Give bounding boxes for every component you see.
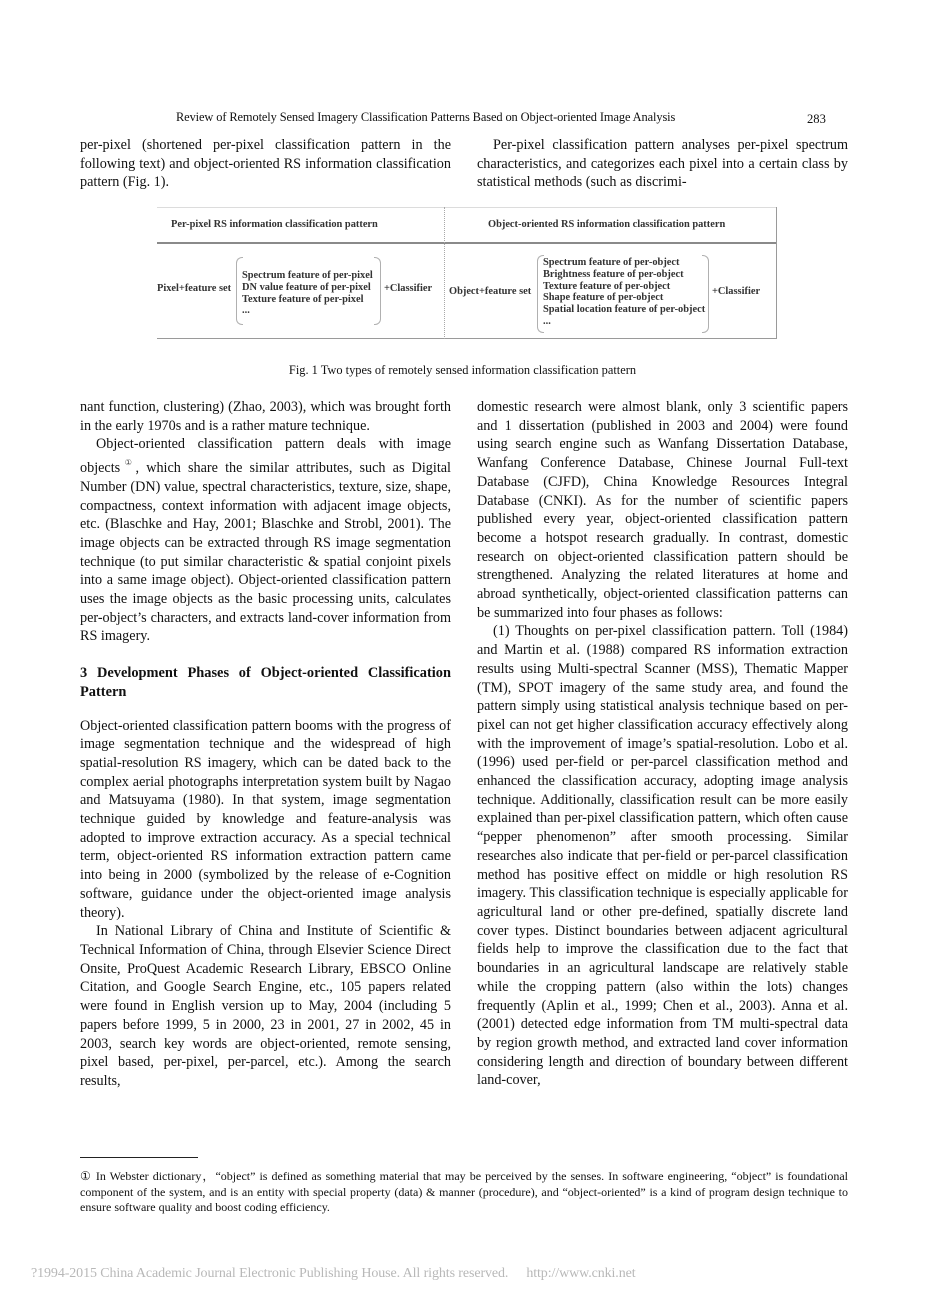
figure-header-object-oriented: Object-oriented RS information classification pattern	[488, 219, 726, 230]
section-heading: 3 Development Phases of Object-oriented Classification Pattern	[80, 665, 451, 700]
footnote-rule	[80, 1157, 198, 1158]
paragraph-text: , which share the similar attributes, such as Digital Number (DN) value, spectral characteristics, texture, size, shape, compactness, context information with adjacent image objects, etc. (Blaschke and Hay, 2001; Blaschke and Strobl, 2001). The image objects can be extracted through RS image segmentation technique (to put similar characteristic & spatial conjoint pixels into a same image object). Object-oriented classification pattern uses the image objects as the basic processing units, calculates per-object’s characters, and extracts land-cover information from RS imagery.	[80, 460, 452, 645]
feature-item: Texture feature of per-object	[543, 280, 671, 292]
close-brace-icon	[374, 257, 381, 325]
feature-item: Spatial location feature of per-object	[543, 304, 706, 316]
close-brace-icon	[702, 255, 709, 333]
right-column	[477, 398, 848, 1090]
paragraph: In National Library of China and Institute of Scientific & Technical Information of China, through Elsevier Science Direct Onsite, ProQuest Academic Research Library, EBSCO Online Citation, and Google Search Engine, etc., 105 papers related were found in English version up to May, 2004 (including 5 papers before 1999, 5 in 2000, 23 in 2001, 27 in 2002, 45 in 2003, search key words are object-oriented, remote sensing, pixel based, per-pixel, per-parcel, etc.). Among the search results,	[80, 923, 451, 1089]
figure-caption: Fig. 1 Two types of remotely sensed information classification pattern	[288, 363, 637, 377]
paragraph	[80, 435, 451, 646]
figure-right-border	[776, 207, 777, 339]
classifier-label: +Classifier	[712, 286, 761, 297]
feature-item: ...	[242, 305, 250, 317]
paragraph: domestic research were almost blank, only 3 scientific papers and 1 dissertation (published in 2003 and 2004) were found using search engine such as Wanfang Dissertation Database, Wanfang Conference Database, Chinese Journal Full-text Database (CJFD), China Knowledge Resources Integral Database (CNKI). As for the number of scientific papers published every year, object-oriented classification pattern become a hotspot research gradually. In contrast, domestic research on object-oriented classification pattern should be strengthened. Analyzing the related literatures at home and abroad synthetically, object-oriented classification patterns can be summarized into four phases as follows:	[477, 399, 848, 621]
paragraph: Per-pixel classification pattern analyses per-pixel spectrum characteristics, and categorizes each pixel into a certain class by statistical methods (such as discrimi-	[477, 137, 848, 191]
paragraph: nant function, clustering) (Zhao, 2003), which was brought forth in the early 1970s and is a rather mature technique.	[80, 399, 451, 434]
feature-item: ...	[543, 315, 551, 327]
feature-item: Spectrum feature of per-object	[543, 257, 680, 268]
footnote-text: ① In Webster dictionary，“object” is defined as something material that may be perceived by the senses. In software engineering, “object” is foundational component of the system, and is an entity with special property (data) & manner (procedure), and “object-oriented” is a kind of program design technique to ensure software quality and boost coding efficiency.	[80, 1169, 848, 1215]
figure-column-divider	[444, 207, 445, 339]
cnki-link[interactable]: http://www.cnki.net	[526, 1266, 636, 1281]
figure-1	[157, 207, 777, 339]
figure-top-rule	[157, 207, 777, 208]
feature-item: Texture feature of per-pixel	[242, 293, 364, 305]
feature-item: Spectrum feature of per-pixel	[242, 270, 373, 281]
footnote	[80, 1169, 848, 1216]
left-column	[80, 398, 451, 1091]
object-feature-set-label: Object+feature set	[449, 286, 532, 297]
figure-header-per-pixel: Per-pixel RS information classification pattern	[171, 219, 378, 230]
figure-bottom-rule	[157, 338, 777, 339]
right-column-top	[477, 136, 848, 192]
copyright-text: ?1994-2015 China Academic Journal Electronic Publishing House. All rights reserved.	[31, 1266, 509, 1281]
per-pixel-feature-list	[242, 270, 373, 317]
per-object-feature-list	[543, 257, 705, 328]
page-number: 283	[807, 112, 826, 126]
figure-header-rule	[157, 242, 777, 244]
copyright-notice	[31, 1266, 636, 1282]
feature-item: Brightness feature of per-object	[543, 268, 684, 280]
classifier-label: +Classifier	[384, 283, 433, 294]
pixel-feature-set-label: Pixel+feature set	[157, 283, 232, 294]
feature-item: Shape feature of per-object	[543, 292, 664, 304]
left-column-top	[80, 136, 451, 192]
footnote-marker[interactable]: ①	[121, 458, 136, 468]
paragraph: per-pixel (shortened per-pixel classification pattern in the following text) and object-oriented RS information classification pattern (Fig. 1).	[80, 137, 451, 191]
running-head-title: Review of Remotely Sensed Imagery Classification Patterns Based on Object-oriented Image Analysis	[176, 110, 676, 124]
paragraph: Object-oriented classification pattern booms with the progress of image segmentation technique and the widespread of high spatial-resolution RS imagery, which can be dated back to the complex aerial photographs interpretation system built by Nagao and Matsuyama (1980). In that system, image segmentation technique guided by knowledge and feature-analysis was adopted to improve extraction accuracy. As a special technical term, object-oriented RS information extraction pattern came into being in 2000 (symbolized by the release of e-Cognition software, guidance under the object-oriented image analysis theory).	[80, 717, 451, 921]
feature-item: DN value feature of per-pixel	[242, 281, 371, 293]
paragraph-text: Object-oriented classification pattern deals with image objects	[80, 436, 451, 477]
paragraph: (1) Thoughts on per-pixel classification pattern. Toll (1984) and Martin et al. (1988) compared RS information extraction results using Multi-spectral Scanner (MSS), Thematic Mapper (TM), SPOT imagery of the same study area, and found the pattern simply using statistical analysis technique based on per-pixel can not get higher classification accuracy effectively along with the improvement of image’s spatial-resolution. Lobo et al. (1996) used per-field or per-parcel classification method and enhanced the classification accuracy, adopting image analysis technique. Additionally, classification result can be more easily explained than per-pixel classification pattern, which often cause “pepper phenomenon” after smooth processing. Similar researches also indicate that per-field or per-parcel classification method has positive effect on middle or high resolution RS imagery. This classification technique is especially applicable for agricultural land or other pre-defined, spatially discrete land cover types. Distinct boundaries between adjacent agricultural fields help to improve the classification due to the fact that boundaries in an agricultural landscape are relatively stable while the cropping pattern (also within the lots) changes frequently (Aplin et al., 1999; Chen et al., 2003). Anna et al. (2001) detected edge information from TM multi-spectral data by region growth method, and extracted land cover information considering length and direction of boundary between different land-cover,	[477, 623, 848, 1089]
